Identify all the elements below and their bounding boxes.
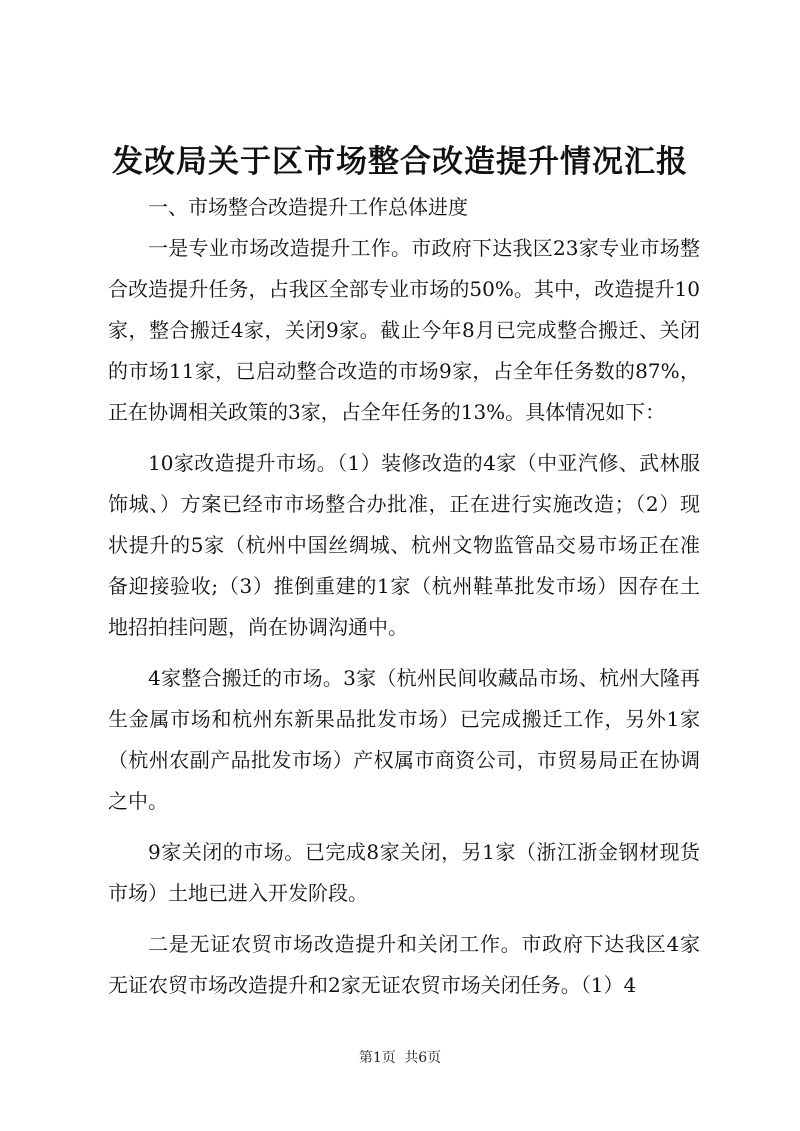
page-footer [0,1048,800,1068]
paragraph-relocation-markets: 4家整合搬迁的市场。3家（杭州民间收藏品市场、杭州大隆再生金属市场和杭州东新果品批发市场）已完成搬迁工作，另外1家（杭州农副产品批发市场）产权属市商资公司，市贸易局正在协调之中。 [108,666,700,813]
page-number: 第1页 [358,1050,396,1066]
page-total: 共6页 [404,1050,442,1066]
section-heading: 一、市场整合改造提升工作总体进度 [148,195,468,219]
paragraph-renovation-markets: 10家改造提升市场。（1）装修改造的4家（中亚汽修、武林服饰城、）方案已经市市场整合办批准，正在进行实施改造；（2）现状提升的5家（杭州中国丝绸城、杭州文物监管品交易市场正在准备迎接验收;（3）推倒重建的1家（杭州鞋革批发市场）因存在土地招拍挂问题，尚在协调沟通中。 [108,451,700,639]
document-title: 发改局关于区市场整合改造提升情况汇报 [112,144,688,180]
paragraph-closed-markets: 9家关闭的市场。已完成8家关闭，另1家（浙江浙金钢材现货市场）土地已进入开发阶段。 [108,840,700,905]
paragraph-farmers-markets: 二是无证农贸市场改造提升和关闭工作。市政府下达我区4家无证农贸市场改造提升和2家无证农贸市场关闭任务。（1）4 [108,932,700,997]
document-body [108,187,700,1016]
paragraph-specialized-markets: 一是专业市场改造提升工作。市政府下达我区23家专业市场整合改造提升任务，占我区全部专业市场的50%。其中，改造提升10家，整合搬迁4家，关闭9家。截止今年8月已完成整合搬迁、关闭的市场11家，已启动整合改造的市场9家，占全年任务数的87%，正在协调相关政策的3家，占全年任务的13%。具体情况如下： [108,236,700,424]
